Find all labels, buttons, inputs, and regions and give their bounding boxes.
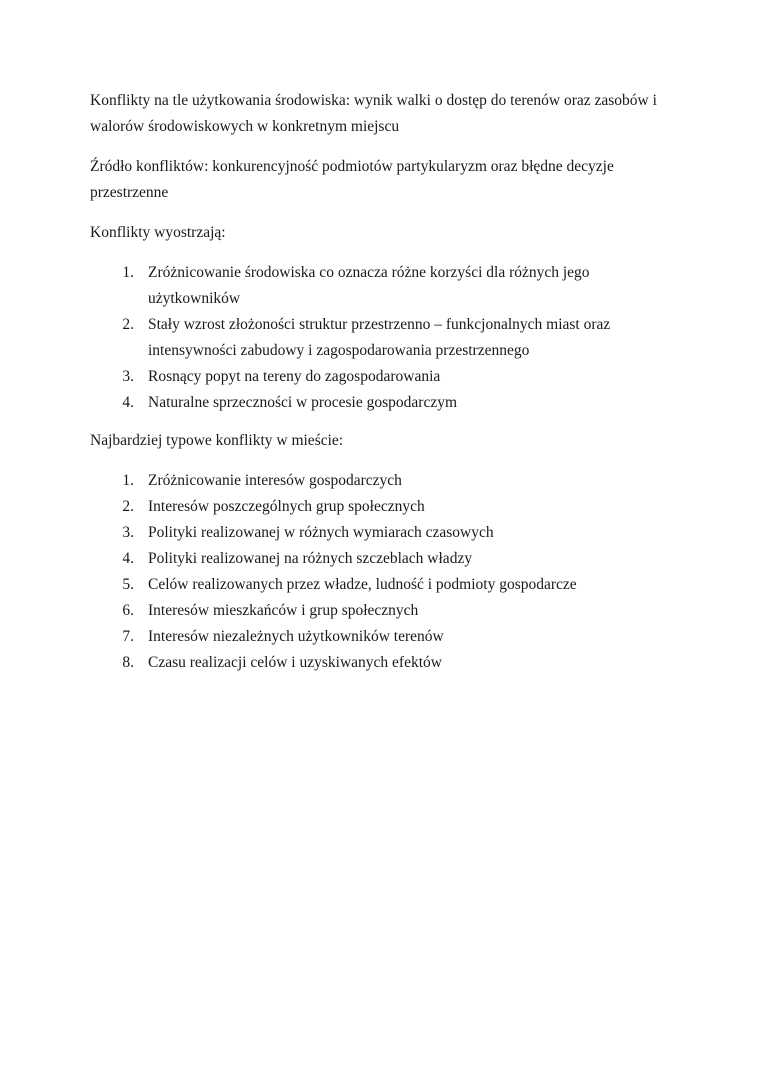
list-item-text: Naturalne sprzeczności w procesie gospodarczym (148, 394, 458, 411)
list-item-number: 2. (122, 316, 134, 333)
list-item (90, 598, 680, 624)
list-item (90, 468, 680, 494)
list-item-number: 6. (122, 602, 134, 619)
list-item-number: 4. (122, 550, 134, 567)
list-item-number: 3. (122, 524, 134, 541)
list-item-number: 1. (122, 472, 134, 489)
paragraph-conflicts-source: Źródło konfliktów: konkurencyjność podmiotów partykularyzm oraz błędne decyzje przestrzenne (90, 158, 614, 201)
list-item (90, 572, 680, 598)
list-intensifying-factors (90, 260, 680, 416)
list-item-text: Rosnący popyt na tereny do zagospodarowania (148, 368, 441, 385)
heading-conflicts-intensify: Konflikty wyostrzają: (90, 224, 226, 241)
document-page (90, 88, 680, 686)
list-item-number: 2. (122, 498, 134, 515)
list-item-text: Interesów mieszkańców i grup społecznych (148, 602, 419, 619)
list-item-number: 8. (122, 654, 134, 671)
list-item-number: 4. (122, 394, 134, 411)
list-item (90, 312, 680, 364)
list-item-text: Zróżnicowanie środowiska co oznacza różne korzyści dla różnych jego użytkowników (148, 264, 590, 307)
list-item-number: 5. (122, 576, 134, 593)
list-item-text: Polityki realizowanej w różnych wymiarach czasowych (148, 524, 494, 541)
list-item-text: Stały wzrost złożoności struktur przestrzenno – funkcjonalnych miast oraz intensywności zabudowy i zagospodarowania przestrzennego (148, 316, 611, 359)
list-item-text: Interesów poszczególnych grup społecznych (148, 498, 425, 515)
list-item-text: Celów realizowanych przez władze, ludność i podmioty gospodarcze (148, 576, 577, 593)
list-item-text: Interesów niezależnych użytkowników terenów (148, 628, 444, 645)
paragraph-conflicts-definition: Konflikty na tle użytkowania środowiska: wynik walki o dostęp do terenów oraz zasobów i walorów środowiskowych w konkretnym miejscu (90, 92, 657, 135)
list-item-text: Polityki realizowanej na różnych szczeblach władzy (148, 550, 473, 567)
list-item-text: Zróżnicowanie interesów gospodarczych (148, 472, 402, 489)
list-item-number: 1. (122, 264, 134, 281)
list-typical-conflicts (90, 468, 680, 676)
list-item (90, 494, 680, 520)
list-item (90, 650, 680, 676)
list-item (90, 624, 680, 650)
list-item (90, 364, 680, 390)
list-item-number: 7. (122, 628, 134, 645)
list-item-number: 3. (122, 368, 134, 385)
heading-typical-conflicts: Najbardziej typowe konflikty w mieście: (90, 432, 344, 449)
list-item-text: Czasu realizacji celów i uzyskiwanych efektów (148, 654, 442, 671)
list-item (90, 390, 680, 416)
list-item (90, 260, 680, 312)
list-item (90, 546, 680, 572)
list-item (90, 520, 680, 546)
